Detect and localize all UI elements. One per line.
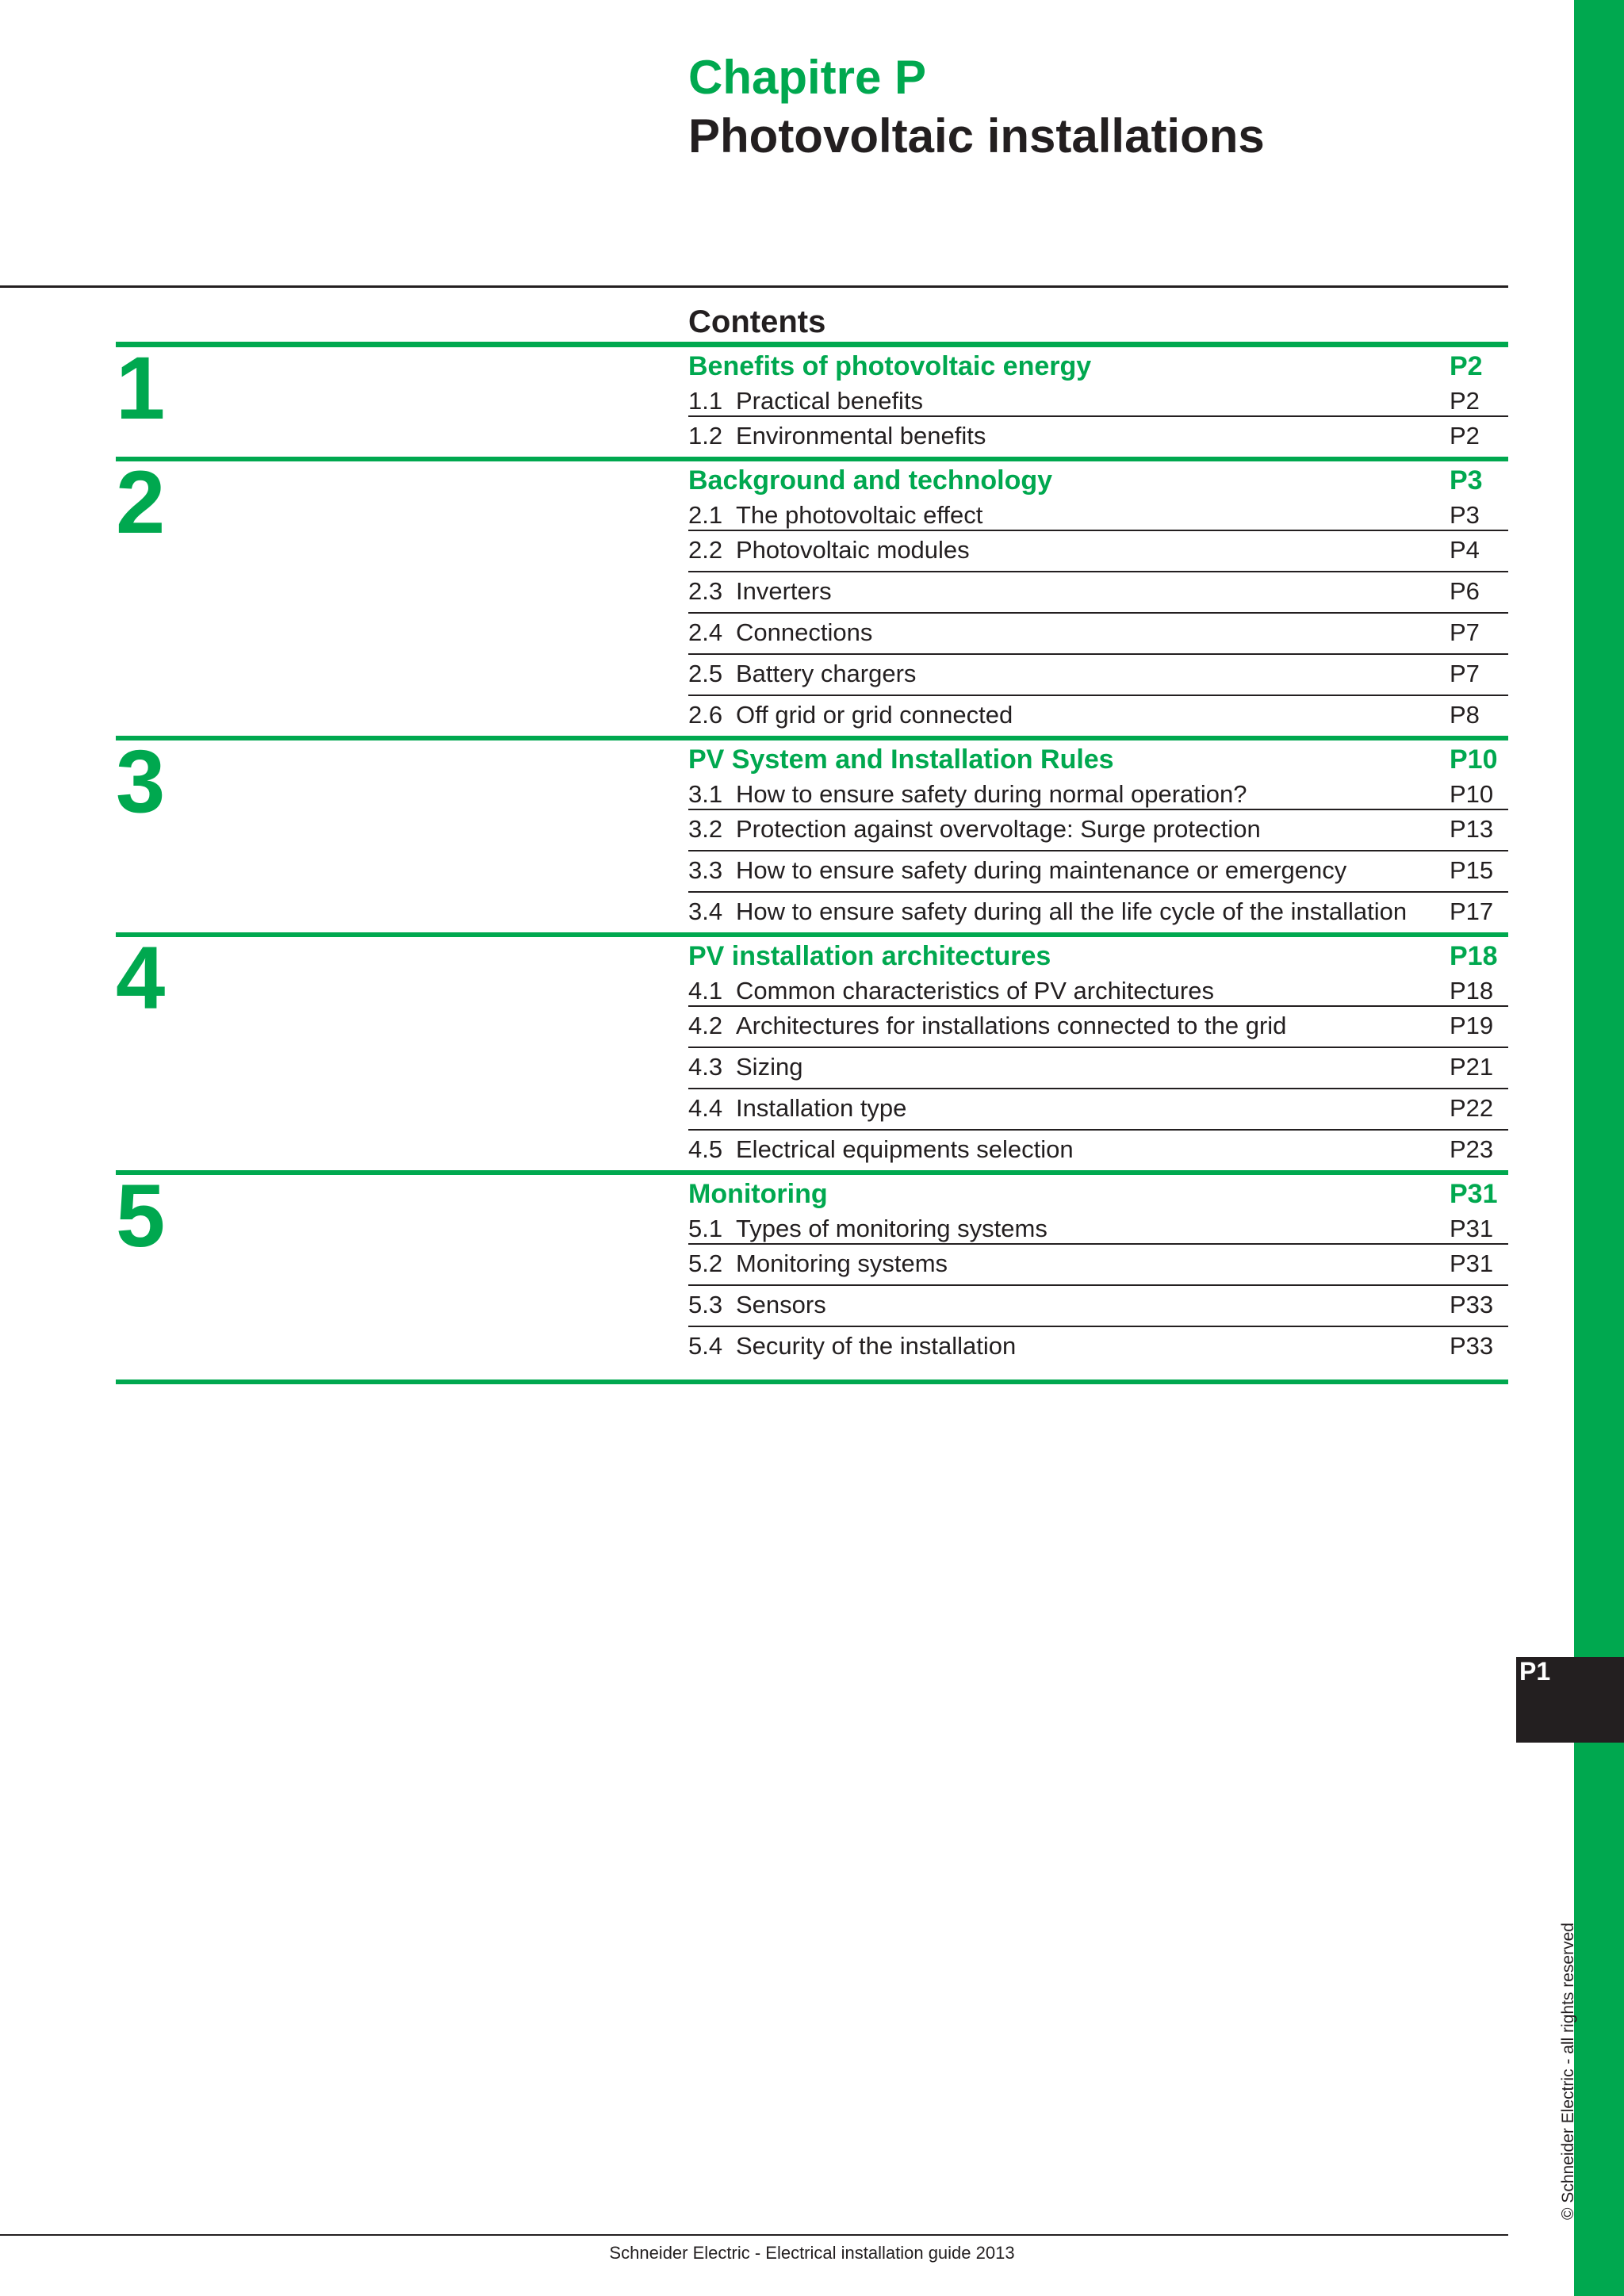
section-title: PV installation architectures [688, 941, 1051, 971]
entry-page-ref: P2 [1450, 422, 1480, 450]
section-page-ref: P2 [1450, 351, 1483, 381]
entry-title: Off grid or grid connected [736, 701, 1013, 729]
entry-number: 4.5 [688, 1135, 723, 1163]
toc-entry[interactable] [688, 1284, 1508, 1326]
entry-title: Common characteristics of PV architectures [736, 977, 1214, 1004]
entry-number: 3.2 [688, 815, 723, 843]
chapter-title: Photovoltaic installations [688, 109, 1265, 163]
section-title: Monitoring [688, 1179, 828, 1209]
section-title: Background and technology [688, 465, 1053, 496]
entry-page-ref: P15 [1450, 856, 1494, 884]
entry-number: 2.2 [688, 536, 723, 564]
toc-entry[interactable] [688, 775, 1508, 809]
entry-page-ref: P3 [1450, 501, 1480, 529]
toc-entry[interactable] [688, 530, 1508, 571]
entry-number: 5.2 [688, 1249, 723, 1277]
section-heading[interactable] [688, 1175, 1508, 1210]
sidebar-green-bar [1574, 0, 1624, 2296]
entry-number: 3.1 [688, 780, 723, 808]
section-heading[interactable] [688, 461, 1508, 496]
entry-page-ref: P19 [1450, 1012, 1494, 1039]
toc-entry[interactable] [688, 891, 1508, 932]
copyright-notice: © Schneider Electric - all rights reserved [1559, 1923, 1577, 2220]
section-page-ref: P18 [1450, 941, 1498, 971]
entry-title: How to ensure safety during maintenance or emergency [736, 856, 1347, 884]
section-number: 1 [116, 339, 166, 438]
entry-title: Sizing [736, 1053, 803, 1081]
page-number-tab-label: P1 [1519, 1657, 1551, 1686]
entry-title: Inverters [736, 577, 832, 605]
entry-number: 1.2 [688, 422, 723, 450]
entry-title: Installation type [736, 1094, 907, 1122]
entry-number: 2.3 [688, 577, 723, 605]
entry-title: Types of monitoring systems [736, 1215, 1048, 1242]
entry-number: 3.4 [688, 897, 723, 925]
footer-divider [0, 2234, 1508, 2236]
section-title: Benefits of photovoltaic energy [688, 351, 1092, 381]
toc-section [116, 339, 1508, 457]
section-page-ref: P31 [1450, 1179, 1498, 1209]
entry-page-ref: P21 [1450, 1053, 1494, 1081]
toc-entry[interactable] [688, 1210, 1508, 1243]
toc-entry[interactable] [688, 382, 1508, 415]
entry-title: How to ensure safety during normal operation? [736, 780, 1247, 808]
entry-page-ref: P22 [1450, 1094, 1494, 1122]
entry-number: 4.1 [688, 977, 723, 1004]
section-page-ref: P3 [1450, 465, 1483, 496]
entry-number: 5.1 [688, 1215, 723, 1242]
toc-entry[interactable] [688, 571, 1508, 612]
toc-bottom-rule [116, 1380, 1508, 1384]
section-number: 2 [116, 453, 166, 552]
toc-section [116, 928, 1508, 1170]
toc-entry[interactable] [688, 1243, 1508, 1284]
toc-section [116, 732, 1508, 932]
entry-title: Protection against overvoltage: Surge protection [736, 815, 1261, 843]
entry-title: Electrical equipments selection [736, 1135, 1074, 1163]
toc-entry[interactable] [688, 496, 1508, 530]
entry-page-ref: P18 [1450, 977, 1494, 1004]
toc-entry[interactable] [688, 1326, 1508, 1367]
entry-title: The photovoltaic effect [736, 501, 983, 529]
section-title: PV System and Installation Rules [688, 744, 1114, 775]
entry-page-ref: P13 [1450, 815, 1494, 843]
entry-title: Sensors [736, 1291, 826, 1318]
toc-entry[interactable] [688, 653, 1508, 695]
section-page-ref: P10 [1450, 744, 1498, 775]
entry-number: 2.1 [688, 501, 723, 529]
entry-title: Environmental benefits [736, 422, 986, 450]
toc-entry[interactable] [688, 1047, 1508, 1088]
entry-title: Connections [736, 618, 873, 646]
entry-title: Battery chargers [736, 660, 917, 687]
table-of-contents [116, 339, 1508, 1367]
entry-title: Security of the installation [736, 1332, 1017, 1360]
entry-number: 4.4 [688, 1094, 723, 1122]
entry-page-ref: P23 [1450, 1135, 1494, 1163]
entry-page-ref: P6 [1450, 577, 1480, 605]
entry-title: Architectures for installations connected to the grid [736, 1012, 1287, 1039]
entry-page-ref: P8 [1450, 701, 1480, 729]
entry-page-ref: P31 [1450, 1249, 1494, 1277]
entry-number: 3.3 [688, 856, 723, 884]
entry-number: 2.6 [688, 701, 723, 729]
entry-number: 2.5 [688, 660, 723, 687]
entry-number: 2.4 [688, 618, 723, 646]
toc-entry[interactable] [688, 415, 1508, 457]
toc-entry[interactable] [688, 809, 1508, 850]
entry-page-ref: P33 [1450, 1291, 1494, 1318]
toc-section [116, 1166, 1508, 1367]
chapter-label: Chapitre P [688, 51, 927, 104]
entry-number: 4.3 [688, 1053, 723, 1081]
entry-number: 5.3 [688, 1291, 723, 1318]
footer-text: Schneider Electric - Electrical installation guide 2013 [609, 2243, 1015, 2263]
entry-page-ref: P10 [1450, 780, 1494, 808]
section-heading[interactable] [688, 347, 1508, 382]
entry-page-ref: P7 [1450, 618, 1480, 646]
entry-page-ref: P31 [1450, 1215, 1494, 1242]
entry-title: Photovoltaic modules [736, 536, 970, 564]
entry-page-ref: P17 [1450, 897, 1494, 925]
toc-entry[interactable] [688, 1005, 1508, 1047]
toc-section [116, 453, 1508, 736]
entry-page-ref: P33 [1450, 1332, 1494, 1360]
entry-title: How to ensure safety during all the life cycle of the installation [736, 897, 1408, 925]
toc-entry[interactable] [688, 1088, 1508, 1129]
toc-entry[interactable] [688, 850, 1508, 891]
entry-title: Practical benefits [736, 387, 924, 415]
entry-page-ref: P2 [1450, 387, 1480, 415]
toc-entry[interactable] [688, 695, 1508, 736]
entry-number: 1.1 [688, 387, 723, 415]
entry-page-ref: P7 [1450, 660, 1480, 687]
toc-entry[interactable] [688, 972, 1508, 1005]
toc-entry[interactable] [688, 1129, 1508, 1170]
contents-heading: Contents [688, 304, 826, 339]
section-number: 5 [116, 1166, 166, 1265]
section-heading[interactable] [688, 937, 1508, 972]
header-divider [0, 285, 1508, 288]
section-number: 4 [116, 928, 166, 1027]
toc-entry[interactable] [688, 612, 1508, 653]
entry-page-ref: P4 [1450, 536, 1480, 564]
entry-number: 4.2 [688, 1012, 723, 1039]
entry-number: 5.4 [688, 1332, 723, 1360]
section-heading[interactable] [688, 740, 1508, 775]
entry-title: Monitoring systems [736, 1249, 948, 1277]
section-number: 3 [116, 732, 166, 831]
